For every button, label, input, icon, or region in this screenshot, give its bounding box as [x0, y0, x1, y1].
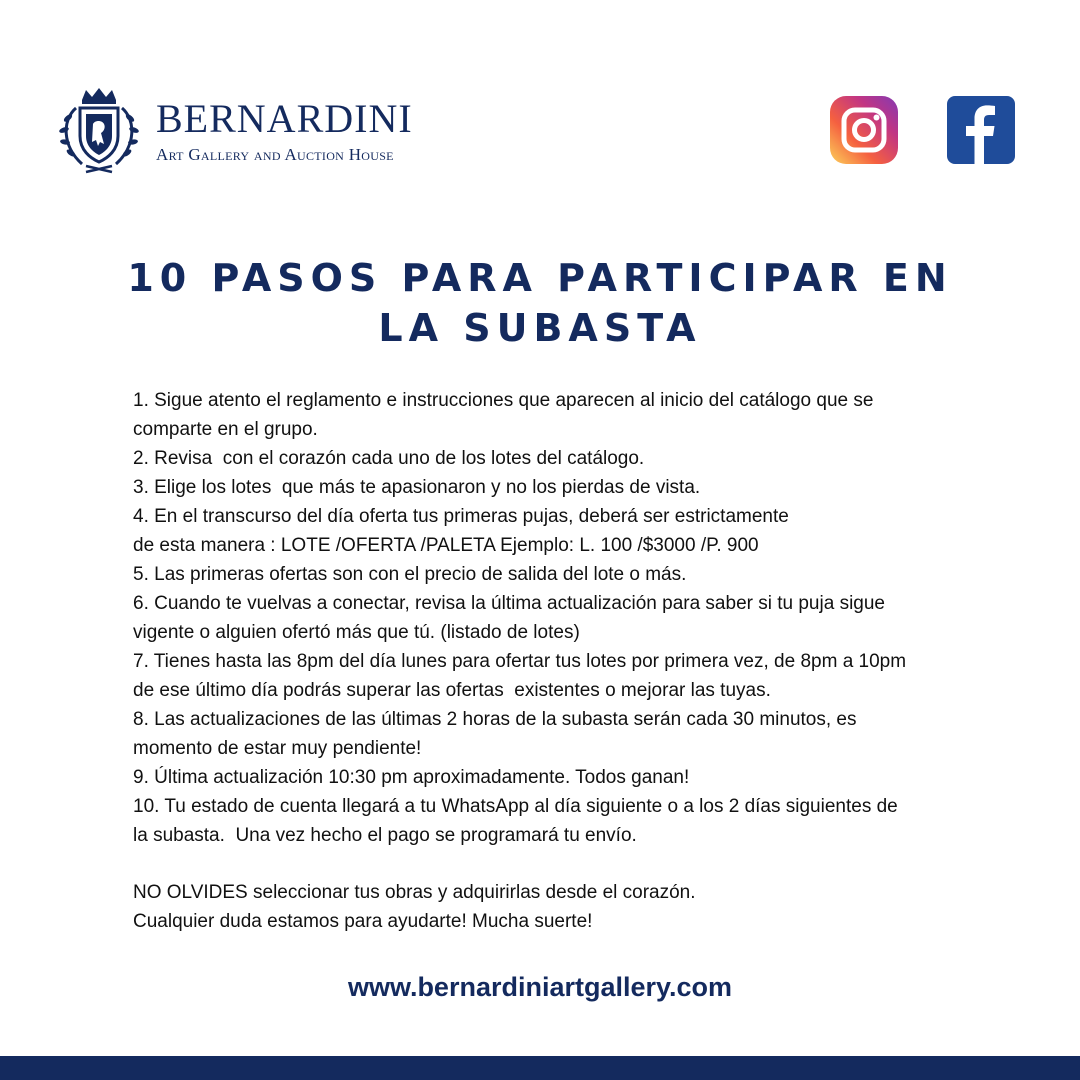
bottom-bar — [0, 1056, 1080, 1080]
steps-line: 5. Las primeras ofertas son con el precio de salida del lote o más. — [133, 564, 687, 585]
page-title-line-2: LA SUBASTA — [378, 306, 702, 350]
steps-line: 3. Elige los lotes que más te apasionaron y no los pierdas de vista. — [133, 477, 701, 498]
closing-line: NO OLVIDES seleccionar tus obras y adquirirlas desde el corazón. — [133, 882, 696, 903]
page-title — [60, 253, 1020, 353]
steps-line: comparte en el grupo. — [133, 419, 318, 440]
steps-line: 10. Tu estado de cuenta llegará a tu WhatsApp al día siguiente o a los 2 días siguientes de — [133, 796, 898, 817]
steps-line: 2. Revisa con el corazón cada uno de los lotes del catálogo. — [133, 448, 645, 469]
steps-line: la subasta. Una vez hecho el pago se programará tu envío. — [133, 825, 637, 846]
steps-line: 6. Cuando te vuelvas a conectar, revisa la última actualización para saber si tu puja sigue — [133, 593, 885, 614]
website-link[interactable]: www.bernardiniartgallery.com — [347, 972, 733, 1002]
steps-list — [133, 386, 993, 850]
steps-line: momento de estar muy pendiente! — [133, 738, 422, 759]
brand-subtitle: Art Gallery and Auction House — [156, 145, 394, 164]
steps-line: de ese último día podrás superar las ofertas existentes o mejorar las tuyas. — [133, 680, 771, 701]
page-title-line-1: 10 PASOS PARA PARTICIPAR EN — [127, 256, 953, 300]
steps-line: 7. Tienes hasta las 8pm del día lunes para ofertar tus lotes por primera vez, de 8pm a 10pm — [133, 651, 907, 672]
closing-message — [133, 878, 993, 936]
steps-line: de esta manera : LOTE /OFERTA /PALETA Ejemplo: L. 100 /$3000 /P. 900 — [133, 535, 759, 556]
steps-line: 1. Sigue atento el reglamento e instrucciones que aparecen al inicio del catálogo que se — [133, 390, 874, 411]
steps-line: 9. Última actualización 10:30 pm aproximadamente. Todos ganan! — [133, 767, 690, 788]
instagram-icon[interactable] — [830, 96, 898, 164]
steps-line: 4. En el transcurso del día oferta tus primeras pujas, deberá ser estrictamente — [133, 506, 789, 527]
header — [0, 0, 1080, 200]
brand-name: BERNARDINI — [156, 96, 413, 141]
crest-icon — [56, 86, 142, 176]
closing-line: Cualquier duda estamos para ayudarte! Mucha suerte! — [133, 911, 593, 932]
facebook-icon[interactable] — [947, 96, 1015, 164]
steps-line: 8. Las actualizaciones de las últimas 2 horas de la subasta serán cada 30 minutos, es — [133, 709, 857, 730]
brand-logo[interactable] — [56, 86, 413, 176]
steps-line: vigente o alguien ofertó más que tú. (listado de lotes) — [133, 622, 580, 643]
